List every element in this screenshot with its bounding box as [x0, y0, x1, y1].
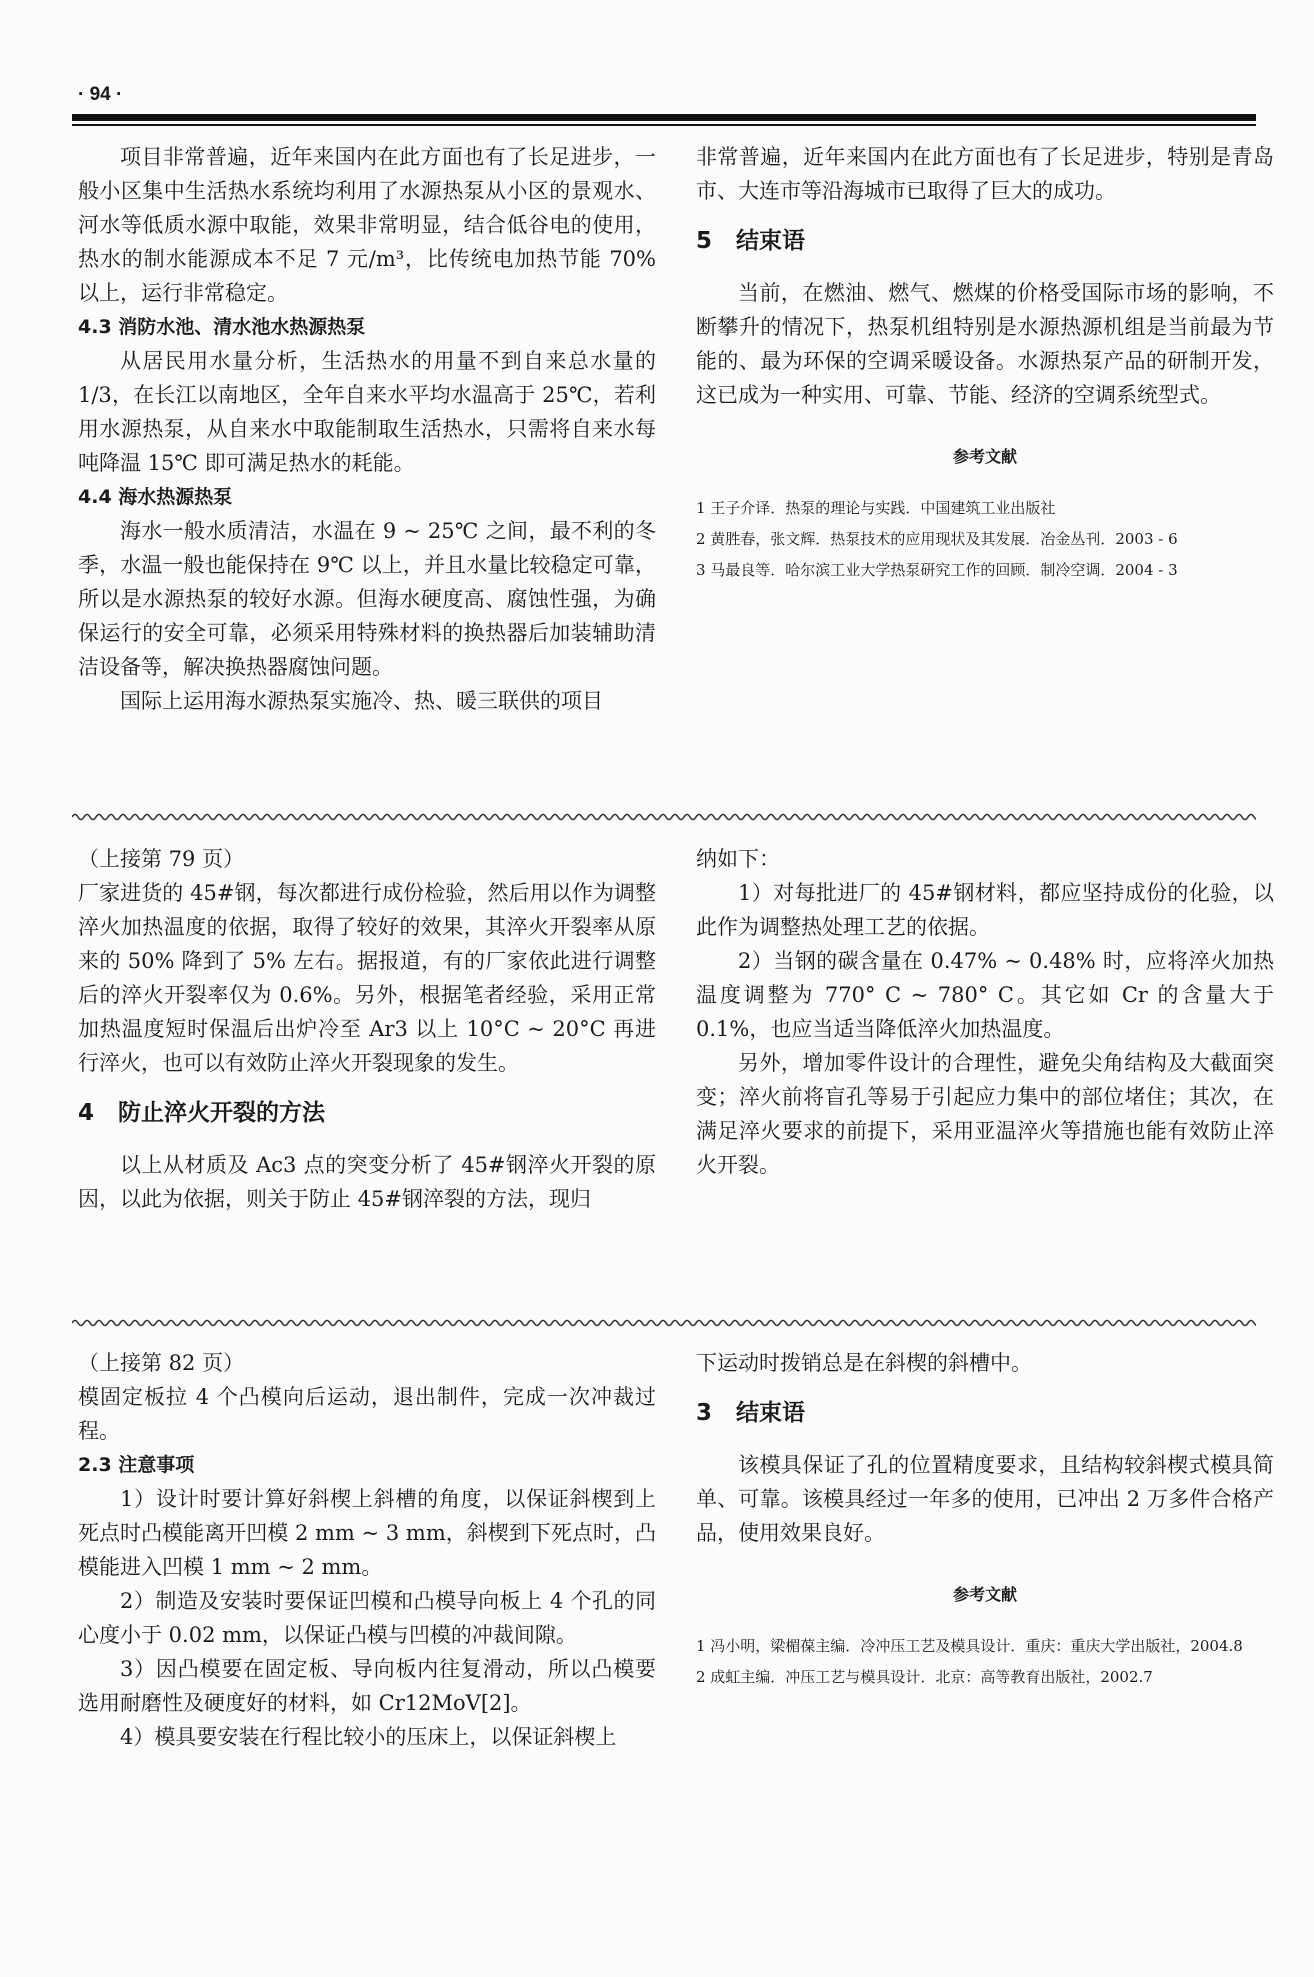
wavy-line: [72, 1321, 1256, 1326]
paragraph: 下运动时拨销总是在斜楔的斜槽中。: [696, 1351, 1032, 1375]
paragraph: 2）当钢的碳含量在 0.47% ~ 0.48% 时，应将淬火加热温度调整为 770° C ~ 780° C。其它如 Cr 的含量大于 0.1%，也应当适当降低淬火加热温度。: [696, 949, 1274, 1041]
paragraph: 国际上运用海水源热泵实施冷、热、暖三联供的项目: [120, 689, 603, 713]
section-heading: [78, 1096, 656, 1130]
section-title: 结束语: [736, 1400, 805, 1426]
section-number: 5: [696, 228, 713, 254]
paragraph: 1）设计时要计算好斜楔上斜槽的角度，以保证斜楔到上死点时凸模能离开凹模 2 mm ~ 3 mm，斜楔到下死点时，凸模能进入凹模 1 mm ~ 2 mm。: [78, 1487, 656, 1579]
paragraph: 模固定板拉 4 个凸模向后运动，退出制件，完成一次冲裁过程。: [78, 1385, 656, 1443]
section-number: 4: [78, 1100, 95, 1126]
section-number: 3: [696, 1400, 713, 1426]
paragraph: 1）对每批进厂的 45#钢材料，都应坚持成份的化验，以此作为调整热处理工艺的依据。: [696, 881, 1274, 939]
paragraph: （上接第 82 页）: [78, 1351, 245, 1375]
article-a-right-column: [696, 140, 1274, 589]
references-heading: 参考文献: [952, 1585, 1017, 1604]
paragraph: 当前，在燃油、燃气、燃煤的价格受国际市场的影响，不断攀升的情况下，热泵机组特别是水源热源机组是当前最为节能的、最为环保的空调采暖设备。水源热泵产品的研制开发，这已成为一种实用、可靠、节能、经济的空调系统型式。: [696, 281, 1274, 407]
reference-item: 2 成虹主编．冲压工艺与模具设计．北京：高等教育出版社，2002.7: [696, 1668, 1153, 1686]
paragraph: 从居民用水量分析，生活热水的用量不到自来总水量的 1/3，在长江以南地区，全年自来水平均水温高于 25℃，若利用水源热泵，从自来水中取能制取生活热水，只需将自来水每吨降温 15℃ 即可满足热水的耗能。: [78, 349, 656, 475]
paragraph: 非常普遍，近年来国内在此方面也有了长足进步，特别是青岛市、大连市等沿海城市已取得了巨大的成功。: [696, 145, 1274, 203]
paragraph: 2）制造及安装时要保证凹模和凸模导向板上 4 个孔的同心度小于 0.02 mm，以保证凸模与凹模的冲裁间隙。: [78, 1589, 656, 1647]
header-rule-thin: [72, 124, 1256, 126]
section-title: 防止淬火开裂的方法: [118, 1100, 325, 1126]
paragraph: 4）模具要安装在行程比较小的压床上，以保证斜楔上: [120, 1725, 617, 1749]
header-rule-thick: [72, 114, 1256, 121]
paragraph: 以上从材质及 Ac3 点的突变分析了 45#钢淬火开裂的原因，以此为依据，则关于防止 45#钢淬裂的方法，现归: [78, 1153, 656, 1211]
reference-item: 1 王子介译．热泵的理论与实践．中国建筑工业出版社: [696, 499, 1056, 517]
article-c-left-column: [78, 1346, 656, 1754]
section-title: 结束语: [736, 228, 805, 254]
paragraph: 3）因凸模要在固定板、导向板内往复滑动，所以凸模要选用耐磨性及硬度好的材料，如 Cr12MoV[2]。: [78, 1657, 656, 1715]
references-heading: 参考文献: [952, 447, 1017, 466]
article-b-right-column: [696, 842, 1274, 1182]
article-c-right-column: [696, 1346, 1274, 1696]
article-a-left-column: [78, 140, 656, 718]
section-heading: [696, 1396, 1274, 1430]
paragraph: （上接第 79 页）: [78, 847, 245, 871]
paragraph: 海水一般水质清洁，水温在 9 ~ 25℃ 之间，最不利的冬季，水温一般也能保持在 9℃ 以上，并且水量比较稳定可靠，所以是水源热泵的较好水源。但海水硬度高、腐蚀性强，为确保运行的安全可靠，必须采用特殊材料的换热器后加装辅助清洁设备等，解决换热器腐蚀问题。: [78, 519, 656, 679]
reference-item: 3 马最良等．哈尔滨工业大学热泵研究工作的回顾．制冷空调．2004 - 3: [696, 561, 1178, 579]
subsection-heading: 4.4 海水热源热泵: [78, 486, 233, 508]
reference-item: 2 黄胜春，张文辉．热泵技术的应用现状及其发展．冶金丛刊．2003 - 6: [696, 530, 1178, 548]
article-b-left-column: [78, 842, 656, 1216]
paragraph: 另外，增加零件设计的合理性，避免尖角结构及大截面突变；淬火前将盲孔等易于引起应力集中的部位堵住；其次，在满足淬火要求的前提下，采用亚温淬火等措施也能有效防止淬火开裂。: [696, 1051, 1274, 1177]
paragraph: 项目非常普遍，近年来国内在此方面也有了长足进步，一般小区集中生活热水系统均利用了水源热泵从小区的景观水、河水等低质水源中取能，效果非常明显，结合低谷电的使用，热水的制水能源成本不足 7 元/m³，比传统电加热节能 70% 以上，运行非常稳定。: [78, 145, 656, 305]
subsection-heading: 2.3 注意事项: [78, 1454, 195, 1476]
paragraph: 厂家进货的 45#钢，每次都进行成份检验，然后用以作为调整淬火加热温度的依据，取得了较好的效果，其淬火开裂率从原来的 50% 降到了 5% 左右。据报道，有的厂家依此进行调整后的淬火开裂率仅为 0.6%。另外，根据笔者经验，采用正常加热温度短时保温后出炉冷至 Ar3 以上 10°C ~ 20°C 再进行淬火，也可以有效防止淬火开裂现象的发生。: [78, 881, 656, 1075]
paragraph: 纳如下：: [696, 847, 780, 871]
page-number: · 94 ·: [78, 84, 123, 105]
reference-item: 1 冯小明，梁楣葆主编．冷冲压工艺及模具设计．重庆：重庆大学出版社，2004.8: [696, 1637, 1243, 1655]
section-divider-wavy: [72, 812, 1256, 822]
subsection-heading: 4.3 消防水池、清水池水热源热泵: [78, 316, 366, 338]
section-divider-wavy: [72, 1318, 1256, 1328]
paragraph: 该模具保证了孔的位置精度要求，且结构较斜楔式模具简单、可靠。该模具经过一年多的使用，已冲出 2 万多件合格产品，使用效果良好。: [696, 1453, 1274, 1545]
section-heading: [696, 224, 1274, 258]
wavy-line: [72, 815, 1256, 820]
